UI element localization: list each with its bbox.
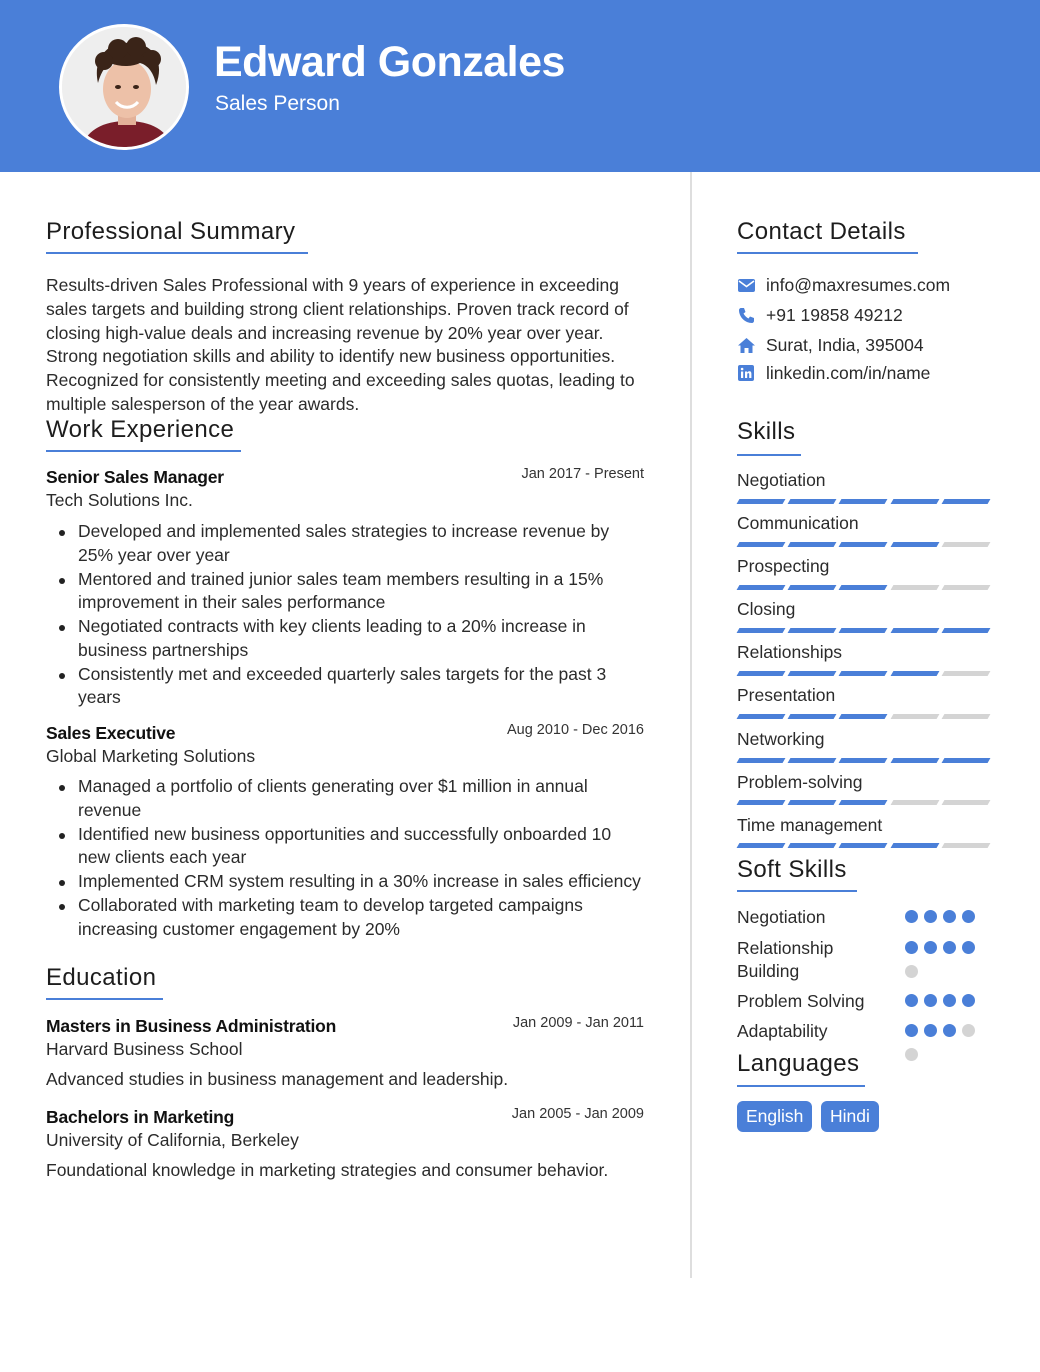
soft-skill-dot [905,941,918,954]
job-bullet: Identified new business opportunities and successfully onboarded 10 new clients each year [46,823,646,870]
skill-level-segment [839,843,888,848]
soft-skill-dot [943,994,956,1007]
edu-date: Jan 2005 - Jan 2009 [511,1106,644,1122]
contact-linkedin [737,362,930,384]
skill-level-segment [839,628,888,633]
languages-heading-rule [737,1085,865,1087]
soft-skill-dot [905,910,918,923]
soft-skill-dot [905,1024,918,1037]
soft-skill-name: Negotiation [737,907,826,927]
job-title: Senior Sales Manager [46,467,224,487]
skill-name: Presentation [737,685,836,705]
soft-skill-dot [943,1024,956,1037]
edu-description: Advanced studies in business management and leadership. [46,1069,509,1089]
skill-name: Problem-solving [737,772,863,792]
job-company: Tech Solutions Inc. [46,490,193,510]
skill-level-segment [788,628,837,633]
skill-level-segment [839,714,888,719]
skill-level-segment [890,542,939,547]
skill-level-segment [737,758,786,763]
skill-level-bar [738,499,994,504]
email-icon [737,276,755,294]
skill-level-segment [941,499,990,504]
soft-skill-dot [962,1024,975,1037]
skill-level-segment [941,758,990,763]
skill-level-segment [737,585,786,590]
job-date: Jan 2017 - Present [521,466,644,482]
edu-date: Jan 2009 - Jan 2011 [512,1015,644,1031]
contact-heading-rule [737,252,918,254]
skill-level-segment [788,671,837,676]
language-tag: English [737,1101,812,1132]
skill-level-segment [941,542,990,547]
edu-degree: Bachelors in Marketing [46,1107,235,1127]
skill-level-segment [788,843,837,848]
soft-skill-dot [905,965,918,978]
skill-level-bar [738,628,994,633]
skills-heading: Skills [737,418,796,445]
contact-phone [737,304,903,326]
phone-icon [737,306,755,324]
soft-skill-dot [924,910,937,923]
language-tag: Hindi [821,1101,879,1132]
job-bullet: Implemented CRM system resulting in a 30% increase in sales efficiency [46,870,646,894]
soft-skill-dot [962,994,975,1007]
edu-school: Harvard Business School [46,1039,243,1059]
skill-level-segment [839,499,888,504]
job-bullet: Negotiated contracts with key clients leading to a 20% increase in business partnerships [46,615,646,662]
skill-level-segment [941,843,990,848]
skill-level-segment [788,585,837,590]
experience-heading-rule [46,450,241,452]
contact-heading: Contact Details [737,218,906,245]
edu-degree: Masters in Business Administration [46,1016,337,1036]
skill-level-segment [941,714,990,719]
skill-name: Communication [737,513,859,533]
skills-heading-rule [737,454,801,456]
soft-skill-dots [905,994,985,1018]
linkedin-icon [737,364,755,382]
soft-skill-dot [905,994,918,1007]
skill-level-segment [737,499,786,504]
education-heading: Education [46,964,157,991]
skill-level-segment [890,714,939,719]
skill-name: Closing [737,599,796,619]
summary-heading: Professional Summary [46,218,296,245]
job-bullets [46,520,646,710]
skill-level-bar [738,714,994,719]
skill-name: Relationships [737,642,843,662]
soft-skill-dot [924,941,937,954]
summary-heading-rule [46,252,308,254]
skill-level-segment [839,542,888,547]
contact-linkedin-text: linkedin.com/in/name [766,362,931,383]
skill-name: Networking [737,729,825,749]
soft-skills-heading: Soft Skills [737,856,847,883]
skill-level-segment [890,671,939,676]
skill-level-segment [788,758,837,763]
skill-name: Prospecting [737,556,830,576]
skill-level-segment [941,671,990,676]
soft-skill-dot [924,1024,937,1037]
job-bullet: Managed a portfolio of clients generating over $1 million in annual revenue [46,775,646,822]
skill-level-segment [941,628,990,633]
soft-skill-dots [905,910,985,934]
soft-skill-dot [943,941,956,954]
skill-level-segment [890,499,939,504]
skill-level-segment [737,671,786,676]
skill-level-bar [738,843,994,848]
skill-level-segment [941,800,990,805]
soft-skill-dot [943,910,956,923]
soft-skill-dot [924,994,937,1007]
skill-level-segment [839,671,888,676]
skill-level-bar [738,758,994,763]
contact-address-text: Surat, India, 395004 [766,334,924,355]
candidate-role: Sales Person [215,92,340,115]
soft-skills-heading-rule [737,890,857,892]
contact-email [737,274,950,296]
skill-level-segment [890,800,939,805]
skill-level-segment [788,714,837,719]
job-bullet: Developed and implemented sales strategies to increase revenue by 25% year over year [46,520,646,567]
skill-level-segment [839,800,888,805]
skill-level-segment [737,800,786,805]
home-icon [737,336,755,354]
contact-phone-text: +91 19858 49212 [766,304,903,325]
job-bullet: Consistently met and exceeded quarterly sales targets for the past 3 years [46,663,646,710]
languages-heading: Languages [737,1050,860,1077]
job-date: Aug 2010 - Dec 2016 [506,722,644,738]
candidate-name: Edward Gonzales [214,38,565,86]
skill-level-segment [890,758,939,763]
skill-level-segment [839,758,888,763]
soft-skill-dot [962,941,975,954]
skill-level-segment [788,800,837,805]
column-divider [690,172,692,1278]
avatar [59,24,189,150]
job-company: Global Marketing Solutions [46,746,256,766]
soft-skill-dot [905,1048,918,1061]
education-heading-rule [46,998,163,1000]
skill-level-segment [890,628,939,633]
soft-skill-dots [905,1024,985,1072]
job-bullets [46,775,646,942]
skill-name: Time management [737,815,883,835]
contact-address [737,334,924,356]
job-bullet: Collaborated with marketing team to develop targeted campaigns increasing customer engagement by 20% [46,894,646,941]
skill-level-bar [738,671,994,676]
skill-name: Negotiation [737,470,826,490]
skill-level-segment [890,585,939,590]
skill-level-segment [737,714,786,719]
skill-level-segment [737,843,786,848]
contact-email-text: info@maxresumes.com [766,274,951,295]
soft-skill-dots [905,941,985,989]
soft-skill-name: Relationship Building [737,938,834,981]
skill-level-bar [738,542,994,547]
skill-level-segment [941,585,990,590]
edu-school: University of California, Berkeley [46,1130,299,1150]
job-bullet: Mentored and trained junior sales team members resulting in a 15% improvement in their sales performance [46,568,646,615]
soft-skill-name: Problem Solving [737,991,865,1011]
skill-level-bar [738,800,994,805]
experience-heading: Work Experience [46,416,235,443]
skill-level-segment [839,585,888,590]
soft-skill-name: Adaptability [737,1021,828,1041]
skill-level-bar [738,585,994,590]
job-title: Sales Executive [46,723,176,743]
skill-level-segment [788,499,837,504]
skill-level-segment [788,542,837,547]
resume-header [0,0,1040,172]
summary-text: Results-driven Sales Professional with 9 years of experience in exceeding sales targets and building strong client relationships. Proven track record of closing high-value deals and increasing revenue by 20% year over year. Strong negotiation skills and ability to identify new business opportunities. Recognized for consistently meeting and exceeding sales quotas, leading to multiple salesperson of the year awards. [46,275,635,414]
soft-skill-dot [962,910,975,923]
skill-level-segment [737,542,786,547]
skill-level-segment [737,628,786,633]
edu-description: Foundational knowledge in marketing strategies and consumer behavior. [46,1160,609,1180]
skill-level-segment [890,843,939,848]
